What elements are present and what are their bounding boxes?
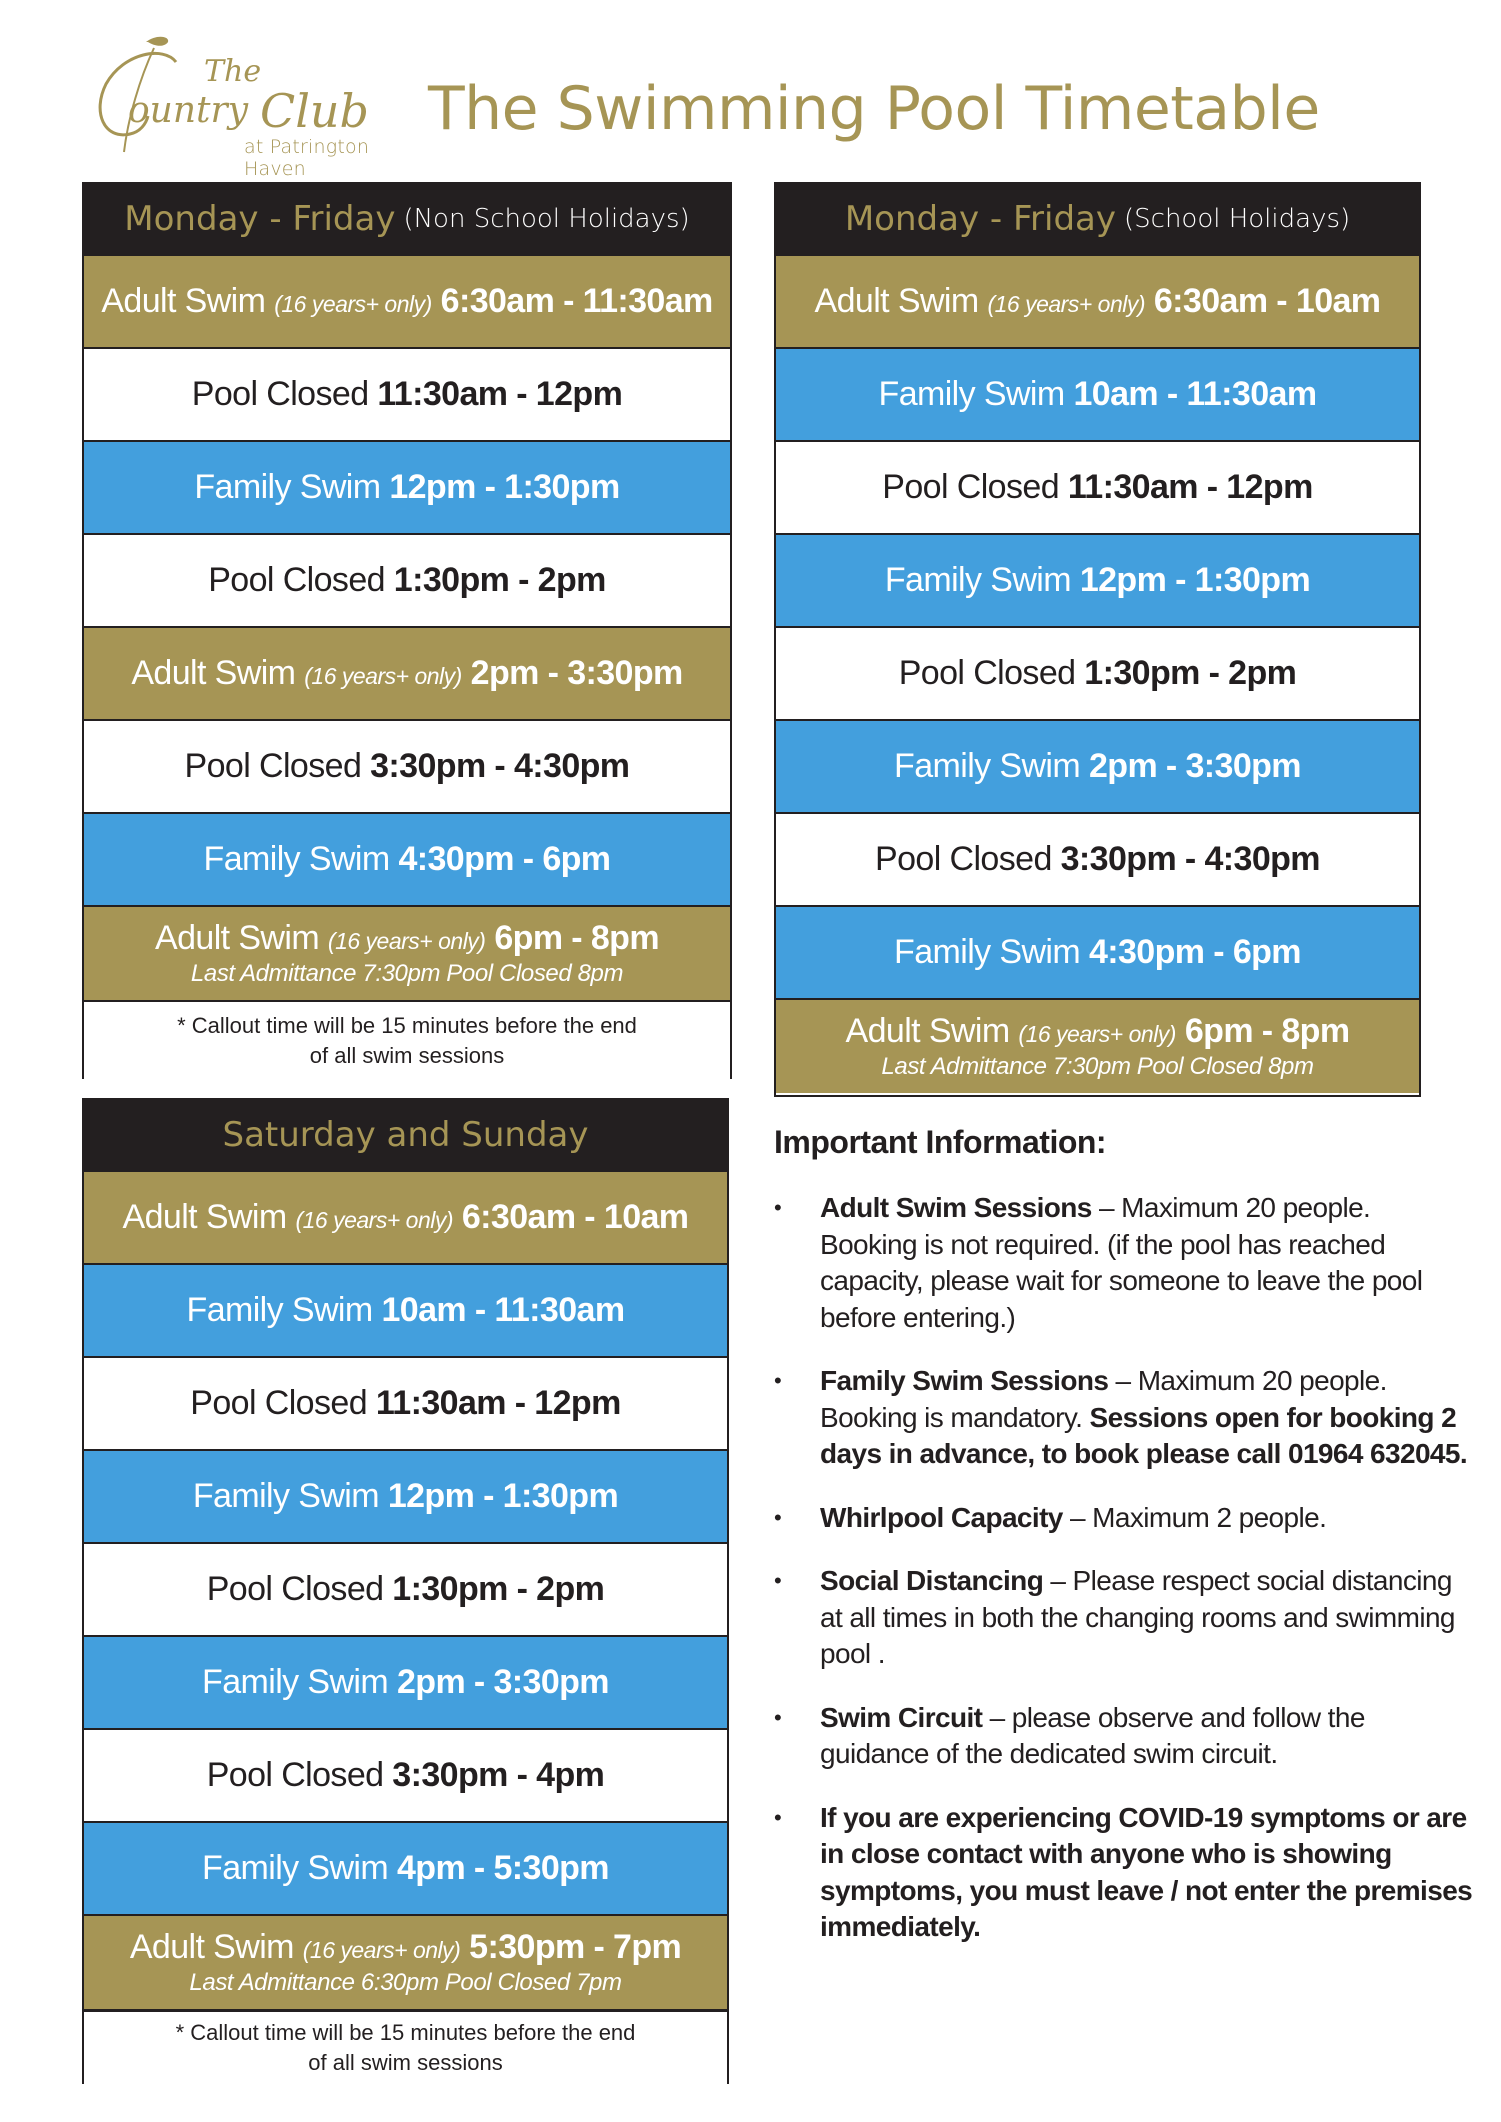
session-row: [84, 814, 730, 907]
session-activity: Family Swim: [894, 933, 1081, 971]
footnote-line-1: * Callout time will be 15 minutes before the end: [175, 2020, 636, 2045]
session-time: 6:30am - 11:30am: [440, 282, 713, 320]
session-main-line: [875, 840, 1320, 879]
session-activity: Pool Closed: [882, 468, 1059, 506]
info-item-heading: If you are experiencing COVID-19 symptoms or are in close contact with anyone who is showing symptoms, you must leave / not enter the premises immediately.: [820, 1801, 1473, 1942]
session-row: [776, 349, 1419, 442]
session-activity: Pool Closed: [206, 1756, 384, 1794]
session-row: [84, 1823, 727, 1916]
session-row: [84, 1358, 727, 1451]
session-row: [84, 256, 730, 349]
session-admittance-note: Last Admittance 6:30pm Pool Closed 7pm: [189, 1969, 622, 1996]
logo-country: ountry: [128, 90, 249, 131]
session-age-restriction: (16 years+ only): [987, 291, 1146, 317]
session-admittance-note: Last Admittance 7:30pm Pool Closed 8pm: [881, 1053, 1314, 1080]
session-time: 4:30pm - 6pm: [1088, 933, 1301, 971]
info-item: [774, 1700, 1474, 1773]
info-item-separator: –: [982, 1701, 1012, 1733]
session-activity: Pool Closed: [875, 840, 1052, 878]
info-item: [774, 1563, 1474, 1673]
session-main-line: [155, 919, 659, 958]
session-time: 2pm - 3:30pm: [396, 1663, 609, 1701]
session-activity: Adult Swim: [129, 1928, 294, 1966]
session-activity: Adult Swim: [845, 1012, 1010, 1050]
session-row: [84, 1916, 727, 2009]
session-activity: Family Swim: [186, 1291, 373, 1329]
session-row: [776, 721, 1419, 814]
session-main-line: [192, 375, 622, 414]
session-age-restriction: (16 years+ only): [302, 1937, 461, 1963]
header-day: Saturday and Sunday: [222, 1115, 589, 1155]
session-activity: Family Swim: [203, 840, 390, 878]
session-main-line: [101, 282, 712, 321]
info-item-emphasis: Sessions open for booking 2 days in advance, to book please call 01964 632045.: [820, 1401, 1468, 1469]
session-activity: Pool Closed: [184, 747, 362, 785]
info-item-text: Maximum 20 people. Booking is mandatory.: [820, 1365, 1387, 1433]
info-item-separator: –: [1091, 1192, 1122, 1223]
session-row: [776, 628, 1419, 721]
session-row: [84, 628, 730, 721]
session-row: [84, 1451, 727, 1544]
bullet-icon: •: [774, 1568, 782, 1593]
session-row: [776, 814, 1419, 907]
country-club-logo: [84, 28, 414, 180]
session-time: 2pm - 3:30pm: [470, 654, 683, 692]
session-time: 10am - 11:30am: [381, 1291, 625, 1329]
header-day: Monday - Friday: [844, 199, 1116, 239]
session-main-line: [204, 840, 611, 879]
session-activity: Adult Swim: [101, 282, 266, 320]
callout-footnote: [84, 2009, 727, 2084]
session-row: [776, 907, 1419, 1000]
session-main-line: [190, 1384, 620, 1423]
session-activity: Pool Closed: [191, 375, 369, 413]
session-main-line: [882, 468, 1312, 507]
info-item-separator: –: [1043, 1565, 1073, 1596]
session-main-line: [123, 1198, 689, 1237]
info-item-heading: Whirlpool Capacity: [820, 1501, 1063, 1533]
footnote-line-2: of all swim sessions: [309, 1042, 505, 1068]
session-row: [84, 1730, 727, 1823]
session-row: [84, 1172, 727, 1265]
session-main-line: [208, 561, 606, 600]
footnote-line-2: of all swim sessions: [308, 2050, 503, 2075]
session-age-restriction: (16 years+ only): [327, 928, 486, 954]
session-time: 12pm - 1:30pm: [387, 1477, 619, 1515]
session-activity: Adult Swim: [122, 1198, 287, 1236]
info-item: [774, 1500, 1474, 1537]
session-time: 1:30pm - 2pm: [393, 561, 606, 599]
session-row: [776, 1000, 1419, 1093]
header-day: Monday - Friday: [124, 199, 396, 239]
info-item-heading: Social Distancing: [820, 1565, 1044, 1596]
session-activity: Adult Swim: [131, 654, 296, 692]
session-main-line: [194, 468, 619, 507]
session-main-line: [193, 1477, 618, 1516]
info-item-heading: Adult Swim Sessions: [820, 1192, 1092, 1223]
session-time: 6pm - 8pm: [1184, 1012, 1350, 1050]
session-main-line: [185, 747, 630, 786]
header-note: (School Holidays): [1124, 204, 1351, 234]
session-main-line: [187, 1291, 625, 1330]
session-main-line: [899, 654, 1297, 693]
logo-subtitle: at Patrington Haven: [244, 136, 370, 180]
session-activity: Adult Swim: [155, 919, 320, 957]
session-time: 4pm - 5:30pm: [396, 1849, 609, 1887]
bullet-icon: •: [774, 1195, 782, 1220]
timetable-weekday-term: [82, 182, 732, 1079]
session-activity: Pool Closed: [190, 1384, 367, 1422]
session-time: 1:30pm - 2pm: [1084, 654, 1297, 692]
session-time: 12pm - 1:30pm: [389, 468, 620, 506]
session-activity: Pool Closed: [898, 654, 1076, 692]
page-title: The Swimming Pool Timetable: [428, 74, 1320, 144]
session-row: [84, 1544, 727, 1637]
session-row: [776, 256, 1419, 349]
session-time: 11:30am - 12pm: [375, 1384, 621, 1422]
session-admittance-note: Last Admittance 7:30pm Pool Closed 8pm: [190, 960, 624, 987]
session-time: 3:30pm - 4:30pm: [370, 747, 630, 785]
session-row: [84, 721, 730, 814]
table-header: [84, 184, 730, 256]
session-row: [84, 349, 730, 442]
session-main-line: [815, 282, 1381, 321]
info-item-text: Maximum 20 people. Booking is not required. (if the pool has reached capacity, please wait for someone to leave the pool before entering.): [820, 1192, 1423, 1333]
table-header: [84, 1100, 727, 1172]
session-activity: Family Swim: [192, 1477, 379, 1515]
session-activity: Family Swim: [894, 747, 1081, 785]
session-time: 6pm - 8pm: [494, 919, 659, 957]
session-activity: Adult Swim: [814, 282, 979, 320]
info-item-text: Please respect social distancing at all times in both the changing rooms and swimming pool .: [820, 1565, 1455, 1669]
session-row: [84, 442, 730, 535]
session-age-restriction: (16 years+ only): [304, 663, 462, 689]
session-main-line: [894, 747, 1301, 786]
session-time: 4:30pm - 6pm: [398, 840, 611, 878]
session-time: 12pm - 1:30pm: [1079, 561, 1311, 599]
session-time: 6:30am - 10am: [1153, 282, 1381, 320]
info-item-heading: Swim Circuit: [820, 1701, 983, 1733]
session-row: [84, 1265, 727, 1358]
session-time: 1:30pm - 2pm: [392, 1570, 605, 1608]
session-main-line: [846, 1012, 1350, 1051]
session-main-line: [207, 1570, 605, 1609]
session-main-line: [130, 1928, 681, 1967]
info-item: [774, 1190, 1474, 1336]
session-row: [84, 1637, 727, 1730]
session-time: 11:30am - 12pm: [377, 375, 623, 413]
session-activity: Pool Closed: [206, 1570, 384, 1608]
info-item-text: please observe and follow the guidance of the dedicated swim circuit.: [820, 1701, 1365, 1769]
bullet-icon: •: [774, 1704, 782, 1730]
session-time: 11:30am - 12pm: [1067, 468, 1313, 506]
timetable-weekend: [82, 1098, 729, 2084]
bullet-icon: •: [774, 1368, 782, 1393]
session-row: [84, 907, 730, 1000]
session-main-line: [131, 654, 682, 693]
footnote-line-1: * Callout time will be 15 minutes before the end: [177, 1012, 637, 1038]
info-item-separator: –: [1062, 1501, 1093, 1533]
logo-the: The: [204, 54, 262, 89]
session-main-line: [202, 1663, 609, 1702]
session-row: [776, 535, 1419, 628]
session-main-line: [207, 1756, 605, 1795]
important-info-list: [774, 1190, 1474, 1973]
logo-club: Club: [260, 84, 369, 138]
info-item-text: Maximum 2 people.: [1092, 1501, 1327, 1533]
session-time: 10am - 11:30am: [1073, 375, 1317, 413]
session-row: [84, 535, 730, 628]
session-activity: Family Swim: [202, 1849, 389, 1887]
session-time: 6:30am - 10am: [461, 1198, 689, 1236]
session-activity: Family Swim: [202, 1663, 389, 1701]
session-time: 5:30pm - 7pm: [469, 1928, 682, 1966]
timetable-weekday-holiday: [774, 182, 1421, 1097]
session-activity: Family Swim: [194, 468, 381, 506]
bullet-icon: •: [774, 1804, 782, 1830]
session-main-line: [885, 561, 1310, 600]
session-time: 2pm - 3:30pm: [1088, 747, 1301, 785]
session-time: 3:30pm - 4pm: [392, 1756, 605, 1794]
session-main-line: [879, 375, 1317, 414]
session-activity: Family Swim: [878, 375, 1065, 413]
important-info-title: Important Information:: [774, 1124, 1107, 1160]
session-row: [776, 442, 1419, 535]
callout-footnote: [84, 1000, 730, 1079]
info-item: [774, 1363, 1474, 1473]
session-activity: Family Swim: [884, 561, 1071, 599]
info-item-separator: –: [1108, 1365, 1138, 1396]
session-age-restriction: (16 years+ only): [295, 1207, 454, 1233]
session-activity: Pool Closed: [208, 561, 385, 599]
info-item-heading: Family Swim Sessions: [820, 1365, 1109, 1396]
session-main-line: [202, 1849, 609, 1888]
bullet-icon: •: [774, 1504, 782, 1530]
session-time: 3:30pm - 4:30pm: [1060, 840, 1320, 878]
session-age-restriction: (16 years+ only): [1018, 1021, 1176, 1047]
info-item: [774, 1800, 1474, 1946]
table-header: [776, 184, 1419, 256]
header-note: (Non School Holidays): [403, 204, 690, 234]
session-age-restriction: (16 years+ only): [274, 291, 432, 317]
session-main-line: [894, 933, 1301, 972]
